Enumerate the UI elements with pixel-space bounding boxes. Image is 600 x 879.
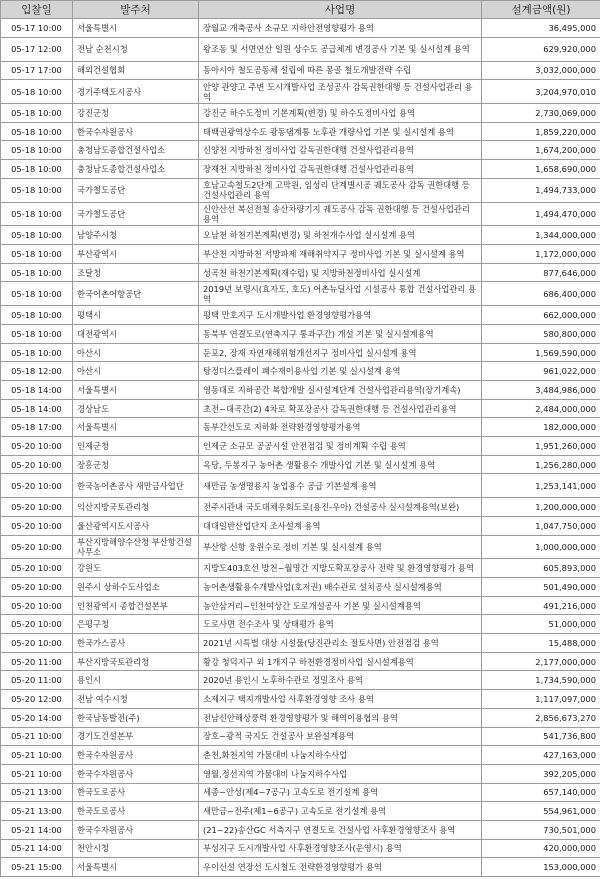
table-row xyxy=(1,820,600,839)
cell-amount: 629,920,000 xyxy=(482,37,600,61)
cell-date: 05-18 10:00 xyxy=(1,343,73,362)
cell-amount: 15,488,000 xyxy=(482,634,600,653)
cell-amount: 686,400,000 xyxy=(482,282,600,306)
cell-client: 천안시청 xyxy=(73,839,199,858)
cell-client: 충청남도종합건설사업소 xyxy=(73,160,199,179)
cell-client: 익산지방국토관리청 xyxy=(73,498,199,517)
table-row xyxy=(1,437,600,456)
cell-client: 원주시 상하수도사업소 xyxy=(73,578,199,597)
cell-amount: 2,177,000,000 xyxy=(482,652,600,671)
table-row xyxy=(1,122,600,141)
table-row xyxy=(1,671,600,690)
table-row xyxy=(1,104,600,123)
table-row xyxy=(1,202,600,226)
cell-client: 국가철도공단 xyxy=(73,202,199,226)
cell-date: 05-21 13:00 xyxy=(1,802,73,821)
cell-client: 한국농어촌공사 새만금사업단 xyxy=(73,474,199,498)
cell-project: 오남천 하천기본계획(변경) 및 하천개수사업 실시설계 용역 xyxy=(199,226,482,245)
cell-client: 부산지방해양수산청 부산항건설사무소 xyxy=(73,535,199,559)
cell-client: 한국가스공사 xyxy=(73,634,199,653)
cell-project: 부성지구 도시개발사업 사후환경영향조사(운영시) 용역 xyxy=(199,839,482,858)
cell-amount: 3,204,970,010 xyxy=(482,80,600,104)
cell-client: 서울특별시 xyxy=(73,858,199,877)
cell-project: 강진군 하수도정비 기본계획(변경) 및 하수도정비사업 용역 xyxy=(199,104,482,123)
column-header-project: 사업명 xyxy=(199,1,482,19)
cell-project: 호남고속철도2단계 고막원, 임성리 단계별시공 궤도공사 감독 권한대행 등 건설사업관리 용역 xyxy=(199,178,482,202)
cell-project: 안양 관양고 주변 도시개발사업 조성공사 감독권한대행 등 건설사업관리 용역 xyxy=(199,80,482,104)
cell-date: 05-20 10:00 xyxy=(1,615,73,634)
cell-client: 인제군청 xyxy=(73,437,199,456)
cell-client: 아산시 xyxy=(73,362,199,381)
header-row xyxy=(1,1,600,19)
column-header-date: 입찰일 xyxy=(1,1,73,19)
cell-amount: 1,658,690,000 xyxy=(482,160,600,179)
cell-amount: 2,730,069,000 xyxy=(482,104,600,123)
table-row xyxy=(1,764,600,783)
cell-client: 부산광역시 xyxy=(73,245,199,264)
cell-project: (21~22)송산GC 서측지구 연결도로 건설사업 사후환경영향조사 용역 xyxy=(199,820,482,839)
table-row xyxy=(1,306,600,325)
cell-client: 부산지방국토관리청 xyxy=(73,652,199,671)
cell-date: 05-20 10:00 xyxy=(1,578,73,597)
cell-date: 05-20 10:00 xyxy=(1,474,73,498)
cell-project: 성곡천 하천기본계획(재수립) 및 지방하천정비사업 실시설계 xyxy=(199,263,482,282)
cell-client: 한국수자원공사 xyxy=(73,820,199,839)
cell-date: 05-18 10:00 xyxy=(1,263,73,282)
cell-date: 05-17 10:00 xyxy=(1,19,73,38)
table-row xyxy=(1,61,600,80)
cell-amount: 491,216,000 xyxy=(482,596,600,615)
cell-client: 해외건설협회 xyxy=(73,61,199,80)
cell-amount: 2,856,673,270 xyxy=(482,708,600,727)
table-row xyxy=(1,19,600,38)
cell-client: 서울특별시 xyxy=(73,381,199,400)
cell-project: 영동대로 지하공간 복합개발 실시설계단계 건설사업관리용역(장기계속) xyxy=(199,381,482,400)
table-row xyxy=(1,708,600,727)
cell-client: 경기도건설본부 xyxy=(73,727,199,746)
table-row xyxy=(1,727,600,746)
cell-date: 05-18 14:00 xyxy=(1,381,73,400)
cell-amount: 657,140,000 xyxy=(482,783,600,802)
cell-client: 한국수자원공사 xyxy=(73,764,199,783)
cell-client: 용인시 xyxy=(73,671,199,690)
cell-date: 05-20 10:00 xyxy=(1,596,73,615)
cell-amount: 3,032,000,000 xyxy=(482,61,600,80)
cell-date: 05-17 17:00 xyxy=(1,61,73,80)
table-row xyxy=(1,690,600,709)
table-row xyxy=(1,37,600,61)
table-row xyxy=(1,578,600,597)
cell-amount: 961,022,000 xyxy=(482,362,600,381)
table-row xyxy=(1,559,600,578)
cell-project: 장재천 지방하천 정비사업 감독권한대행 건설사업관리용역 xyxy=(199,160,482,179)
cell-project: 동북부 연결도로(연축지구 통과구간) 개설 기본 및 실시설계용역 xyxy=(199,325,482,344)
table-row xyxy=(1,80,600,104)
cell-project: 황강 청덕지구 외 1개지구 하천환경정비사업 실시설계용역 xyxy=(199,652,482,671)
cell-amount: 1,200,000,000 xyxy=(482,498,600,517)
cell-client: 전남 순천시청 xyxy=(73,37,199,61)
cell-date: 05-17 12:00 xyxy=(1,37,73,61)
cell-project: 부산천 지방하천 서방파제 재해취약지구 정비사업 기본 및 실시설계 용역 xyxy=(199,245,482,264)
cell-client: 아산시 xyxy=(73,343,199,362)
cell-project: 탕정디스플레이 폐수재이용사업 기본 및 실시설계 용역 xyxy=(199,362,482,381)
cell-client: 한국도로공사 xyxy=(73,783,199,802)
table-row xyxy=(1,858,600,877)
cell-project: 태백권광역상수도 광동댐계통 노후관 개량사업 기본 및 실시설계 용역 xyxy=(199,122,482,141)
cell-client: 은평구청 xyxy=(73,615,199,634)
cell-client: 남양주시청 xyxy=(73,226,199,245)
cell-project: 동부간선도로 지하화 전략환경영향평가용역 xyxy=(199,418,482,437)
cell-project: 영월,정선지역 가뭄대비 나눔지하수사업 xyxy=(199,764,482,783)
cell-amount: 554,961,000 xyxy=(482,802,600,821)
cell-date: 05-18 10:00 xyxy=(1,282,73,306)
cell-date: 05-20 11:00 xyxy=(1,671,73,690)
table-row xyxy=(1,535,600,559)
table-row xyxy=(1,381,600,400)
cell-amount: 1,951,260,000 xyxy=(482,437,600,456)
cell-amount: 392,205,000 xyxy=(482,764,600,783)
cell-project: 2021년 시특법 대상 시설물(당진관리소 절토사면) 안전점검 용역 xyxy=(199,634,482,653)
cell-amount: 153,000,000 xyxy=(482,858,600,877)
table-row xyxy=(1,596,600,615)
table-row xyxy=(1,839,600,858)
cell-client: 평택시 xyxy=(73,306,199,325)
cell-date: 05-18 10:00 xyxy=(1,104,73,123)
table-row xyxy=(1,474,600,498)
table-row xyxy=(1,399,600,418)
cell-client: 충청남도종합건설사업소 xyxy=(73,141,199,160)
cell-project: 농안삼거리~인천여상간 도로개설공사 기본 및 실시설계용역 xyxy=(199,596,482,615)
cell-project: 대대일반산업단지 조사설계 용역 xyxy=(199,516,482,535)
table-row xyxy=(1,802,600,821)
cell-project: 초전~대곡간(2) 4차로 확포장공사 감독권한대행 등 건설사업관리용역 xyxy=(199,399,482,418)
cell-date: 05-20 10:00 xyxy=(1,559,73,578)
cell-amount: 1,494,470,000 xyxy=(482,202,600,226)
cell-date: 05-20 14:00 xyxy=(1,708,73,727)
table-row xyxy=(1,325,600,344)
cell-project: 장호~광적 국지도 건설공사 보완설계용역 xyxy=(199,727,482,746)
cell-amount: 541,736,800 xyxy=(482,727,600,746)
cell-date: 05-21 14:00 xyxy=(1,820,73,839)
cell-project: 소제지구 택지개발사업 사후환경영향 조사 용역 xyxy=(199,690,482,709)
cell-client: 한국수자원공사 xyxy=(73,122,199,141)
cell-project: 세종~안성(제4~7공구) 고속도로 전기설계 용역 xyxy=(199,783,482,802)
cell-project: 2020년 용인시 노후하수관로 정밀조사 용역 xyxy=(199,671,482,690)
column-header-client: 발주처 xyxy=(73,1,199,19)
cell-project: 왕조동 및 서면연산 일원 상수도 공급체계 변경공사 기본 및 실시설계 용역 xyxy=(199,37,482,61)
table-row xyxy=(1,178,600,202)
column-header-amount: 설계금액(원) xyxy=(482,1,600,19)
table-row xyxy=(1,226,600,245)
cell-date: 05-18 10:00 xyxy=(1,306,73,325)
cell-project: 우이신설 연장선 도시철도 전략환경영향평가 용역 xyxy=(199,858,482,877)
table-row xyxy=(1,455,600,474)
cell-date: 05-21 10:00 xyxy=(1,764,73,783)
table-row xyxy=(1,282,600,306)
cell-project: 평택 만호지구 도시개발사업 환경영향평가용역 xyxy=(199,306,482,325)
cell-amount: 1,859,220,000 xyxy=(482,122,600,141)
cell-amount: 1,117,097,000 xyxy=(482,690,600,709)
cell-amount: 730,501,000 xyxy=(482,820,600,839)
cell-date: 05-20 12:00 xyxy=(1,690,73,709)
cell-client: 경기주택도시공사 xyxy=(73,80,199,104)
table-row xyxy=(1,746,600,765)
cell-client: 강원도 xyxy=(73,559,199,578)
cell-amount: 1,172,000,000 xyxy=(482,245,600,264)
cell-client: 장흥군청 xyxy=(73,455,199,474)
cell-amount: 580,800,000 xyxy=(482,325,600,344)
cell-project: 옥당, 두봉지구 농어촌 생활용수 개발사업 기본 및 실시설계 용역 xyxy=(199,455,482,474)
cell-date: 05-20 10:00 xyxy=(1,437,73,456)
cell-date: 05-18 10:00 xyxy=(1,226,73,245)
cell-client: 한국도로공사 xyxy=(73,802,199,821)
cell-date: 05-18 10:00 xyxy=(1,178,73,202)
cell-date: 05-21 10:00 xyxy=(1,727,73,746)
cell-project: 새만금 농생명용지 농업용수 공급 기본설계 용역 xyxy=(199,474,482,498)
cell-project: 지방도403호선 방천~월명간 지방도확포장공사 전략 및 환경영향평가 용역 xyxy=(199,559,482,578)
cell-amount: 1,674,200,000 xyxy=(482,141,600,160)
cell-project: 인제군 소규모 공공시설 안전점검 및 정비계획 수립 용역 xyxy=(199,437,482,456)
cell-client: 조달청 xyxy=(73,263,199,282)
cell-project: 장월교 개축공사 소규모 지하안전영향평가 용역 xyxy=(199,19,482,38)
cell-amount: 1,344,000,000 xyxy=(482,226,600,245)
cell-amount: 36,495,000 xyxy=(482,19,600,38)
cell-date: 05-18 10:00 xyxy=(1,80,73,104)
cell-date: 05-21 10:00 xyxy=(1,746,73,765)
table-row xyxy=(1,498,600,517)
cell-project: 도로사면 전수조사 및 상태평가 용역 xyxy=(199,615,482,634)
cell-date: 05-18 10:00 xyxy=(1,325,73,344)
cell-client: 서울특별시 xyxy=(73,418,199,437)
table-row xyxy=(1,263,600,282)
cell-project: 새만금~전주(제1~6공구) 고속도로 전기설계 용역 xyxy=(199,802,482,821)
cell-client: 경상남도 xyxy=(73,399,199,418)
cell-project: 신양천 지방하천 정비사업 감독권한대행 건설사업관리용역 xyxy=(199,141,482,160)
cell-amount: 605,893,000 xyxy=(482,559,600,578)
cell-client: 서울특별시 xyxy=(73,19,199,38)
table-row xyxy=(1,362,600,381)
cell-date: 05-18 17:00 xyxy=(1,418,73,437)
cell-client: 한국어촌어항공단 xyxy=(73,282,199,306)
cell-amount: 1,569,590,000 xyxy=(482,343,600,362)
cell-date: 05-20 10:00 xyxy=(1,634,73,653)
cell-project: 전남신안해상풍력 환경영향평가 및 해역이용협의 용역 xyxy=(199,708,482,727)
cell-amount: 51,000,000 xyxy=(482,615,600,634)
table-body xyxy=(1,19,600,877)
cell-amount: 427,163,000 xyxy=(482,746,600,765)
table-row xyxy=(1,783,600,802)
cell-project: 2019년 보령시(효자도, 호도) 어촌뉴딜사업 시설공사 통합 건설사업관리 용역 xyxy=(199,282,482,306)
table-row xyxy=(1,516,600,535)
cell-date: 05-20 10:00 xyxy=(1,516,73,535)
cell-date: 05-18 10:00 xyxy=(1,245,73,264)
table-row xyxy=(1,141,600,160)
cell-date: 05-18 10:00 xyxy=(1,202,73,226)
table-row xyxy=(1,615,600,634)
cell-amount: 2,484,000,000 xyxy=(482,399,600,418)
cell-amount: 420,000,000 xyxy=(482,839,600,858)
cell-date: 05-21 15:00 xyxy=(1,858,73,877)
cell-amount: 1,253,141,000 xyxy=(482,474,600,498)
cell-project: 전주시관내 국도대체우회도로(용진-우아) 건설공사 실시설계용역(보완) xyxy=(199,498,482,517)
cell-amount: 1,494,733,000 xyxy=(482,178,600,202)
cell-client: 전남 여수시청 xyxy=(73,690,199,709)
cell-client: 대전광역시 xyxy=(73,325,199,344)
cell-client: 한국수자원공사 xyxy=(73,746,199,765)
cell-date: 05-18 10:00 xyxy=(1,122,73,141)
cell-amount: 877,646,000 xyxy=(482,263,600,282)
table-row xyxy=(1,160,600,179)
cell-date: 05-20 10:00 xyxy=(1,535,73,559)
cell-date: 05-20 10:00 xyxy=(1,498,73,517)
cell-date: 05-21 14:00 xyxy=(1,839,73,858)
cell-project: 신안산선 복선전철 송산차량기지 궤도공사 감독 권한대행 등 건설사업관리 용역 xyxy=(199,202,482,226)
cell-date: 05-18 10:00 xyxy=(1,160,73,179)
cell-date: 05-20 11:00 xyxy=(1,652,73,671)
cell-project: 춘천,화천지역 가뭄대비 나눔지하수사업 xyxy=(199,746,482,765)
cell-project: 농어촌생활용수개발사업(호저권) 배수관로 설치공사 실시설계용역 xyxy=(199,578,482,597)
table-row xyxy=(1,634,600,653)
cell-project: 둔포2, 장재 자연재해위험개선지구 정비사업 실시설계 용역 xyxy=(199,343,482,362)
cell-amount: 1,734,590,000 xyxy=(482,671,600,690)
cell-client: 한국남동발전(주) xyxy=(73,708,199,727)
table-row xyxy=(1,343,600,362)
cell-amount: 501,490,000 xyxy=(482,578,600,597)
cell-amount: 1,000,000,000 xyxy=(482,535,600,559)
cell-amount: 1,047,750,000 xyxy=(482,516,600,535)
table-row xyxy=(1,245,600,264)
cell-date: 05-21 13:00 xyxy=(1,783,73,802)
cell-date: 05-18 12:00 xyxy=(1,362,73,381)
cell-project: 동아시아 철도공동체 설립에 따른 몽골 철도개발전략 수립 xyxy=(199,61,482,80)
cell-client: 울산광역시도시공사 xyxy=(73,516,199,535)
cell-amount: 182,000,000 xyxy=(482,418,600,437)
cell-amount: 662,000,000 xyxy=(482,306,600,325)
table-row xyxy=(1,652,600,671)
cell-amount: 1,256,280,000 xyxy=(482,455,600,474)
cell-client: 국가철도공단 xyxy=(73,178,199,202)
cell-project: 부산항 신항 웅원수로 정비 기본 및 실시설계 용역 xyxy=(199,535,482,559)
cell-date: 05-20 10:00 xyxy=(1,455,73,474)
table-row xyxy=(1,418,600,437)
cell-date: 05-18 14:00 xyxy=(1,399,73,418)
cell-client: 인천광역시 종합건설본부 xyxy=(73,596,199,615)
cell-client: 강진군청 xyxy=(73,104,199,123)
cell-date: 05-18 10:00 xyxy=(1,141,73,160)
cell-amount: 3,484,986,000 xyxy=(482,381,600,400)
